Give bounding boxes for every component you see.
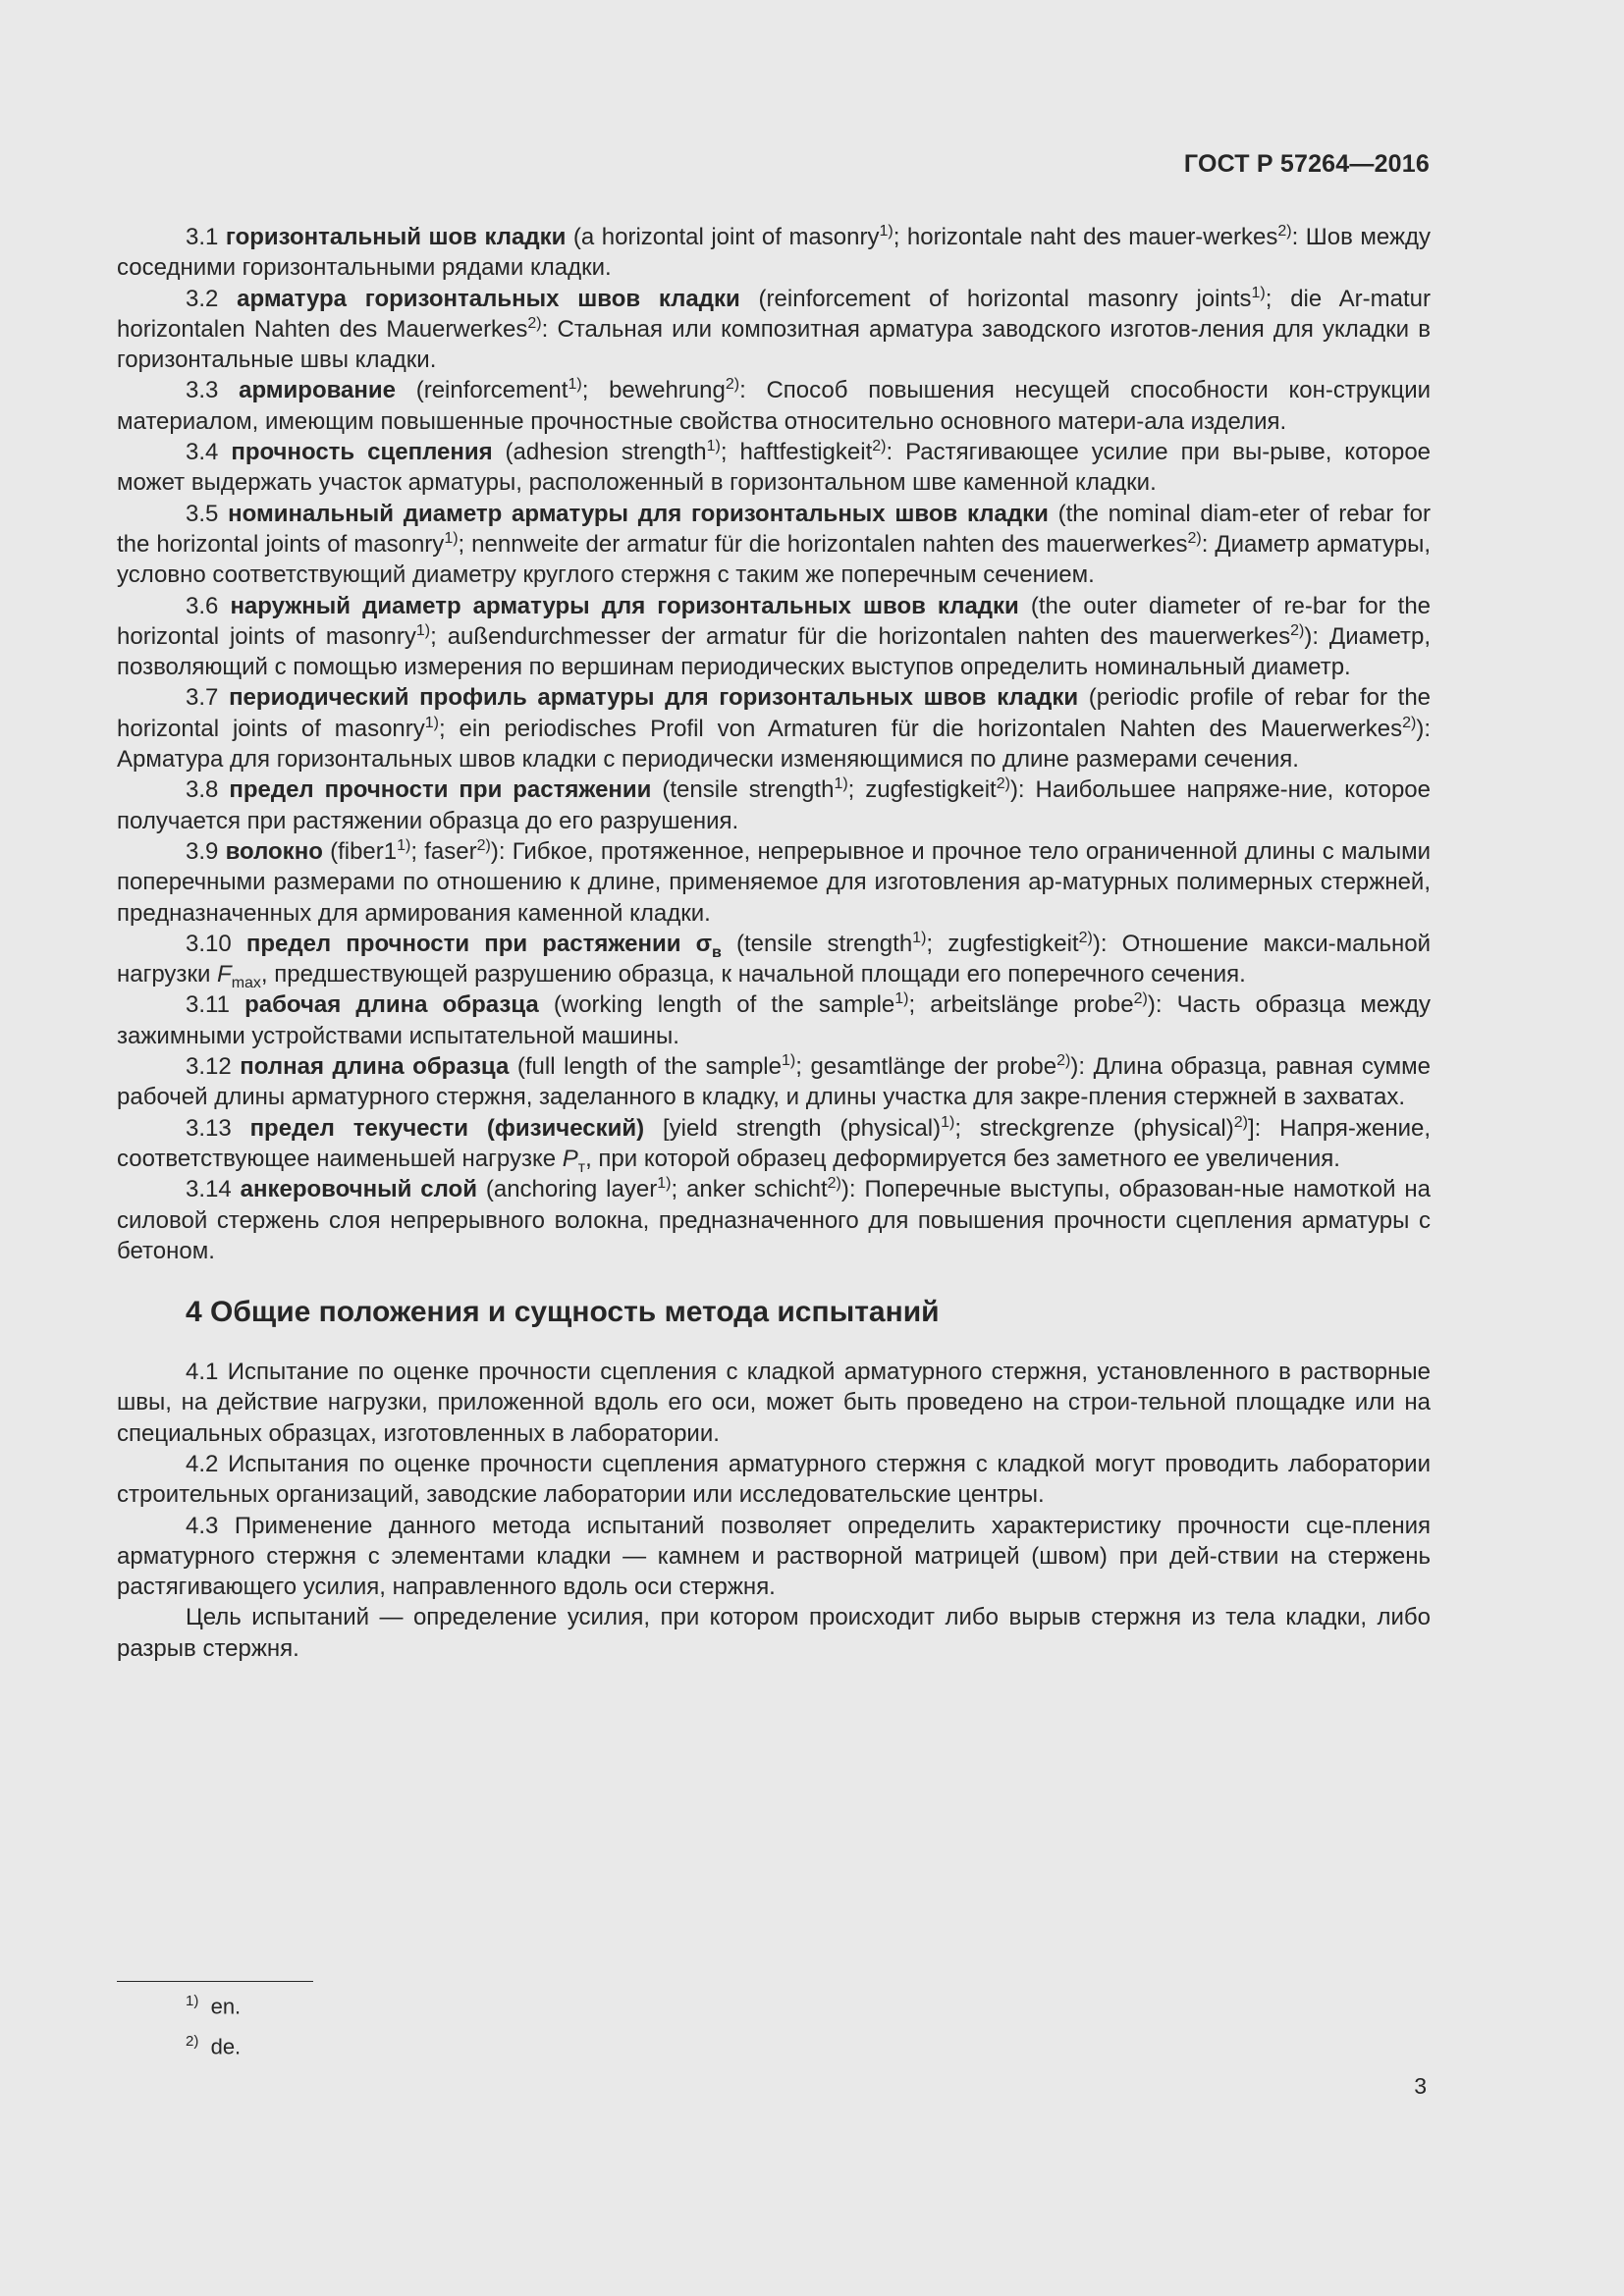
definitions-list-continued bbox=[117, 989, 1431, 1112]
definition-3-2: 3.2 арматура горизонтальных швов кладки (reinforcement of horizontal masonry joints$^{1)}$; die Ar-matur horizontalen Nahten des Mauerwerkes$^{2)}$: Стальная или композитная арматура заводского изготов-ления для укладки в горизонтальные швы кладки. bbox=[117, 284, 1432, 374]
section-4-paragraph: Цель испытаний — определение усилия, при котором происходит либо вырыв стержня из тела кладки, либо разрыв стержня. bbox=[117, 1604, 1431, 1662]
document-code-header: ГОСТ Р 57264—2016 bbox=[1183, 150, 1430, 178]
definition-3-9: 3.9 волокно (fiber1$^{1)}$; faser$^{2)}$): Гибкое, протяженное, непрерывное и прочное тело ограниченной длины с малыми поперечными размерами по отношению к длине, применяемое для изготовления ар-матурных полимерных стержней, предназначенных для армирования каменной кладки. bbox=[117, 836, 1431, 927]
definition-3-7: 3.7 периодический профиль арматуры для горизонтальных швов кладки (periodic profile of rebar for the horizontal joints of masonry$^{1)}$; ein periodisches Profil von Armaturen für die horizontalen Nahten des Mauerwerkes$^{2)}$): Арматура для горизонтальных швов кладки с периодически изменяющимися по длине размерами сечения. bbox=[117, 684, 1432, 774]
definition-3-5: 3.5 номинальный диаметр арматуры для горизонтальных швов кладки (the nominal diam-eter of rebar for the horizontal joints of masonry$^{1)}$; nennweite der armatur für die horizontalen nahten des mauerwerkes$^{2)}$: Диаметр арматуры, условно соответствующий диаметру круглого стержня с таким же поперечным сечением. bbox=[117, 500, 1432, 589]
definition-3-6: 3.6 наружный диаметр арматуры для горизонтальных швов кладки (the outer diameter of re-bar for the horizontal joints of masonry$^{1)}$; außendurchmesser der armatur für die horizontalen nahten des mauerwerkes$^{2)}$): Диаметр, позволяющий с помощью измерения по вершинам периодических выступов определить номинальный диаметр. bbox=[117, 592, 1432, 681]
document-body bbox=[117, 222, 1431, 1664]
definition-3-12: 3.12 полная длина образца (full length of the sample$^{1)}$; gesamtlänge der probe$^{2)}$): Длина образца, равная сумме рабочей длины арматурного стержня, заделанного в кладку, и длины участка для закре-пления стержней в захватах. bbox=[117, 1052, 1431, 1111]
definition-3-13: 3.13 предел текучести (физический) [yield strength (physical)$^{1)}$; streckgrenze (physical)$^{2)}$]: Напря-жение, соответствующее наименьшей нагрузке $P_т$, при которой образец деформируется без заметного ее увеличения. bbox=[117, 1113, 1431, 1176]
page-number: 3 bbox=[1414, 2073, 1427, 2099]
definition-3-8: 3.8 предел прочности при растяжении (tensile strength$^{1)}$; zugfestigkeit$^{2)}$): Наибольшее напряже-ние, которое получается при растяжении образца до его разрушения. bbox=[117, 775, 1432, 834]
footnote-de: $^{2)}$ de. bbox=[186, 2033, 242, 2059]
definition-3-3: 3.3 армирование (reinforcement$^{1)}$; bewehrung$^{2)}$: Способ повышения несущей способности кон-струкции материалом, имеющим повышенные прочностные свойства относительно основного матери-ала изделия. bbox=[117, 376, 1432, 435]
section-4-paragraph: 4.3 Применение данного метода испытаний позволяет определить характеристику прочности сце-пления арматурного стержня с элементами кладки — камнем и растворной матрицей (швом) при дей-ствии на стержень растягивающего усилия, направленного вдоль оси стержня. bbox=[117, 1512, 1431, 1601]
section-4-paragraph: 4.2 Испытания по оценке прочности сцепления арматурного стержня с кладкой могут проводить лаборатории строительных организаций, заводские лаборатории или исследовательские центры. bbox=[117, 1450, 1431, 1509]
definition-3-4: 3.4 прочность сцепления (adhesion strength$^{1)}$; haftfestigkeit$^{2)}$: Растягивающее усилие при вы-рыве, которое может выдержать участок арматуры, расположенный в горизонтальном шве каменной кладки. bbox=[117, 438, 1432, 497]
definitions-list bbox=[117, 222, 1431, 929]
definition-3-11: 3.11 рабочая длина образца (working length of the sample$^{1)}$; arbeitslänge probe$^{2)}$): Часть образца между зажимными устройствами испытательной машины. bbox=[117, 990, 1431, 1049]
section-4-heading: 4 Общие положения и сущность метода испытаний bbox=[186, 1296, 940, 1329]
definition-3-1: 3.1 горизонтальный шов кладки (a horizontal joint of masonry$^{1)}$; horizontale naht des mauer-werkes$^{2)}$: Шов между соседними горизонтальными рядами кладки. bbox=[117, 223, 1432, 282]
definition-3-10: 3.10 предел прочности при растяжении $\sigma_в$ (tensile strength$^{1)}$; zugfestigkeit$^{2)}$): Отношение макси-мальной нагрузки $F_{max}$, предшествующей разрушению образца, к начальной площади его поперечного сечения. bbox=[117, 929, 1431, 991]
definition-3-14: 3.14 анкеровочный слой (anchoring layer$^{1)}$; anker schicht$^{2)}$): Поперечные выступы, образован-ные намоткой на силовой стержень слоя непрерывного волокна, предназначенного для повышения прочности сцепления арматуры с бетоном. bbox=[117, 1175, 1432, 1264]
footnote-divider bbox=[117, 1981, 313, 1982]
section-4-paragraph: 4.1 Испытание по оценке прочности сцепления с кладкой арматурного стержня, установленного в растворные швы, на действие нагрузки, приложенной вдоль его оси, может быть проведено на строи-тельной площадке или на специальных образцах, изготовленных в лаборатории. bbox=[117, 1359, 1431, 1447]
footnote-en: $^{1)}$ en. bbox=[186, 1993, 242, 2019]
